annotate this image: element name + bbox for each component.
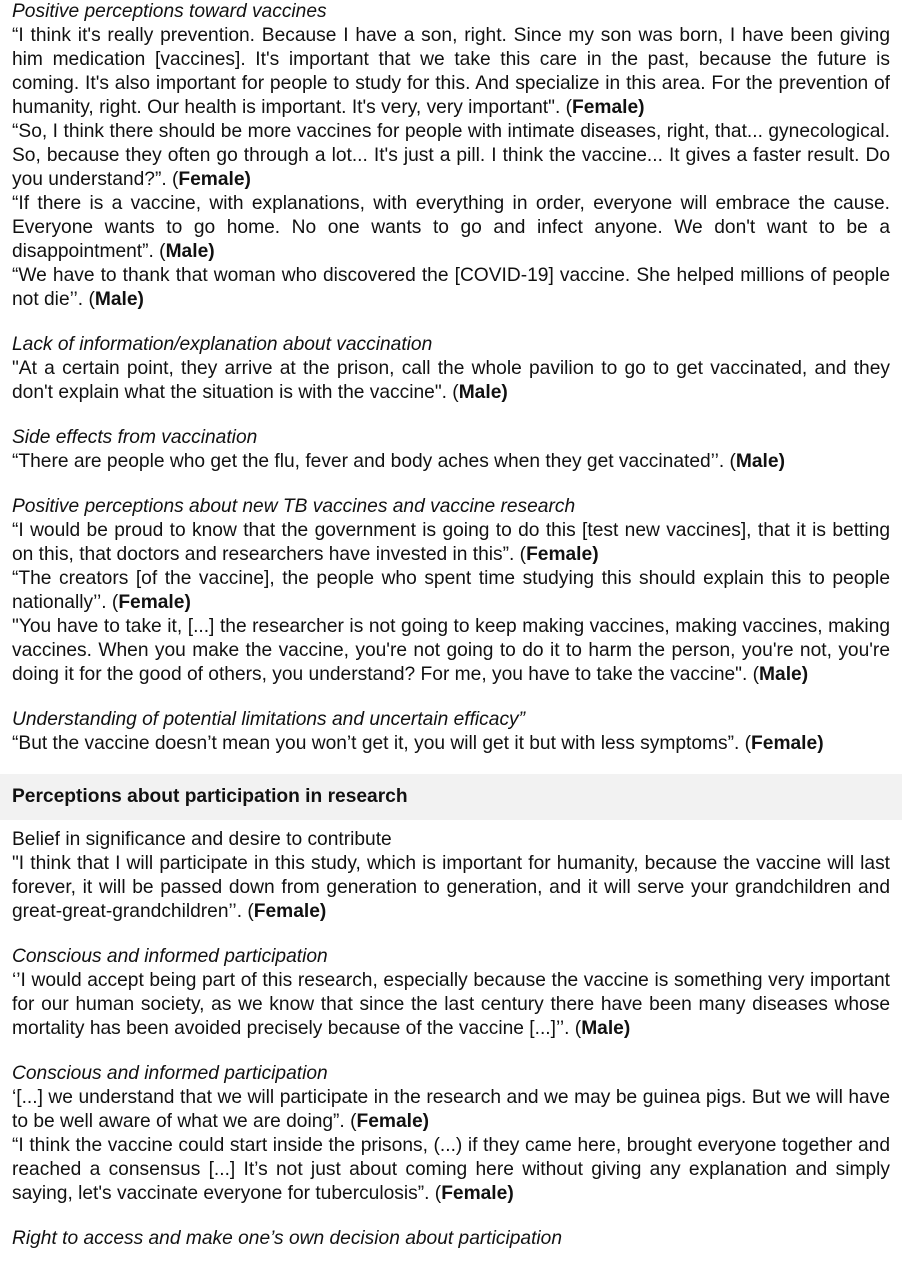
participant-quote	[12, 567, 890, 615]
speaker-close: )	[778, 451, 785, 472]
participant-quote	[12, 192, 890, 264]
quote-text: “We have to thank that woman who discovered the [COVID-19] vaccine. She helped millions of people not die’’. (	[12, 265, 890, 310]
participant-quote	[12, 264, 890, 312]
speaker-close: )	[184, 592, 191, 613]
participant-quote	[12, 519, 890, 567]
quote-text: “There are people who get the flu, fever and body aches when they get vaccinated’’. (	[12, 451, 736, 472]
participant-quote	[12, 969, 890, 1041]
speaker-close: )	[623, 1018, 631, 1039]
speaker-gender: Male	[94, 289, 138, 310]
quote-text: “But the vaccine doesn’t mean you won’t get it, you will get it but with less symptoms”. (	[12, 733, 752, 754]
speaker-close: )	[501, 382, 508, 403]
quote-text: “So, I think there should be more vaccines for people with intimate diseases, right, that... gynecological. So, because they often go through a lot... It's just a pill. I think the vaccine... It gives a faster result. Do you understand?”. (	[12, 121, 890, 190]
speaker-gender: Male	[735, 451, 779, 472]
speaker-close: )	[208, 241, 215, 262]
paragraph-gap	[12, 1206, 890, 1227]
quote-text: “I would be proud to know that the government is going to do this [test new vaccines], that it is betting on this, that doctors and researchers have invested in this”. (	[12, 520, 890, 565]
speaker-close: )	[137, 289, 144, 310]
speaker-gender: Male	[759, 664, 802, 685]
participant-quote	[12, 852, 890, 924]
theme-heading: Conscious and informed participation	[12, 1063, 328, 1084]
speaker-gender: Female	[751, 733, 818, 754]
speaker-close: )	[319, 901, 327, 922]
theme-heading: Understanding of potential limitations and uncertain efficacy”	[12, 709, 526, 730]
speaker-close: )	[592, 544, 599, 565]
participant-quote	[12, 1086, 890, 1134]
participant-quote	[12, 450, 890, 474]
paragraph-gap	[12, 687, 890, 708]
paragraph-gap	[12, 405, 890, 426]
speaker-gender: Female	[526, 544, 593, 565]
speaker-gender: Male	[458, 382, 502, 403]
theme-heading: Positive perceptions about new TB vaccines and vaccine research	[12, 496, 576, 517]
speaker-close: )	[817, 733, 824, 754]
speaker-close: )	[422, 1111, 430, 1132]
paragraph-gap	[12, 924, 890, 945]
theme-heading: Side effects from vaccination	[12, 427, 258, 448]
speaker-close: )	[801, 664, 809, 685]
participant-quote	[12, 732, 890, 756]
paragraph-gap	[12, 1041, 890, 1062]
quote-text: “I think the vaccine could start inside the prisons, (...) if they came here, brought everyone together and reached a consensus [...] It’s not just about coming here without giving any explanation and simply saying, let's vaccinate everyone for tuberculosis”. (	[12, 1135, 890, 1204]
quote-text: ‘’I would accept being part of this research, especially because the vaccine is something very important for our human society, as we know that since the last century there have been many diseases whose mortality has been avoided precisely because of the vaccine [...]’’. (	[12, 970, 890, 1039]
speaker-gender: Male	[581, 1018, 624, 1039]
quote-text: "I think that I will participate in this study, which is important for humanity, because the vaccine will last forever, it will be passed down from generation to generation, and it will serve your grandchildren and great-great-grandchildren’’. (	[12, 853, 890, 922]
speaker-gender: Female	[356, 1111, 423, 1132]
quote-text: "You have to take it, [...] the researcher is not going to keep making vaccines, making vaccines, making vaccines. When you make the vaccine, you're not going to do it to harm the person, you're not, you're doing it for the good of others, you understand? For me, you have to take the vaccine". (	[12, 616, 890, 685]
speaker-gender: Male	[165, 241, 209, 262]
participant-quote	[12, 1134, 890, 1206]
speaker-gender: Female	[253, 901, 320, 922]
speaker-close: )	[638, 97, 645, 118]
paragraph-gap	[12, 474, 890, 495]
participant-quote	[12, 357, 890, 405]
speaker-gender: Female	[178, 169, 245, 190]
quote-text: ‘[...] we understand that we will participate in the research and we may be guinea pigs. But we will have to be well aware of what we are doing”. (	[12, 1087, 890, 1132]
theme-heading: Right to access and make one’s own decision about participation	[12, 1228, 563, 1249]
quote-text: “I think it's really prevention. Because I have a son, right. Since my son was born, I have been giving him medication [vaccines]. It's important that we take this care in the past, because the future is coming. It's also important for people to study for this. And specialize in this area. For the prevention of humanity, right. Our health is important. It's very, very important". (	[12, 25, 890, 118]
theme-heading: Lack of information/explanation about vaccination	[12, 334, 433, 355]
theme-heading: Conscious and informed participation	[12, 946, 328, 967]
quote-text: "At a certain point, they arrive at the prison, call the whole pavilion to go to get vaccinated, and they don't explain what the situation is with the vaccine". (	[12, 358, 890, 403]
speaker-gender: Female	[572, 97, 639, 118]
speaker-gender: Female	[118, 592, 185, 613]
quote-text: “If there is a vaccine, with explanations, with everything in order, everyone will embrace the cause. Everyone wants to go home. No one wants to go and infect anyone. We don't want to be a disappointment”. (	[12, 193, 890, 262]
theme-heading: Positive perceptions toward vaccines	[12, 1, 327, 22]
theme-heading: Belief in significance and desire to contribute	[12, 829, 392, 850]
quote-text: “The creators [of the vaccine], the people who spent time studying this should explain this to people nationally’’. (	[12, 568, 890, 613]
speaker-close: )	[507, 1183, 514, 1204]
speaker-close: )	[244, 169, 251, 190]
speaker-gender: Female	[441, 1183, 508, 1204]
participant-quote	[12, 615, 890, 687]
section-header: Perceptions about participation in research	[0, 774, 902, 820]
paragraph-gap	[12, 312, 890, 333]
participant-quote	[12, 120, 890, 192]
participant-quote	[12, 24, 890, 120]
